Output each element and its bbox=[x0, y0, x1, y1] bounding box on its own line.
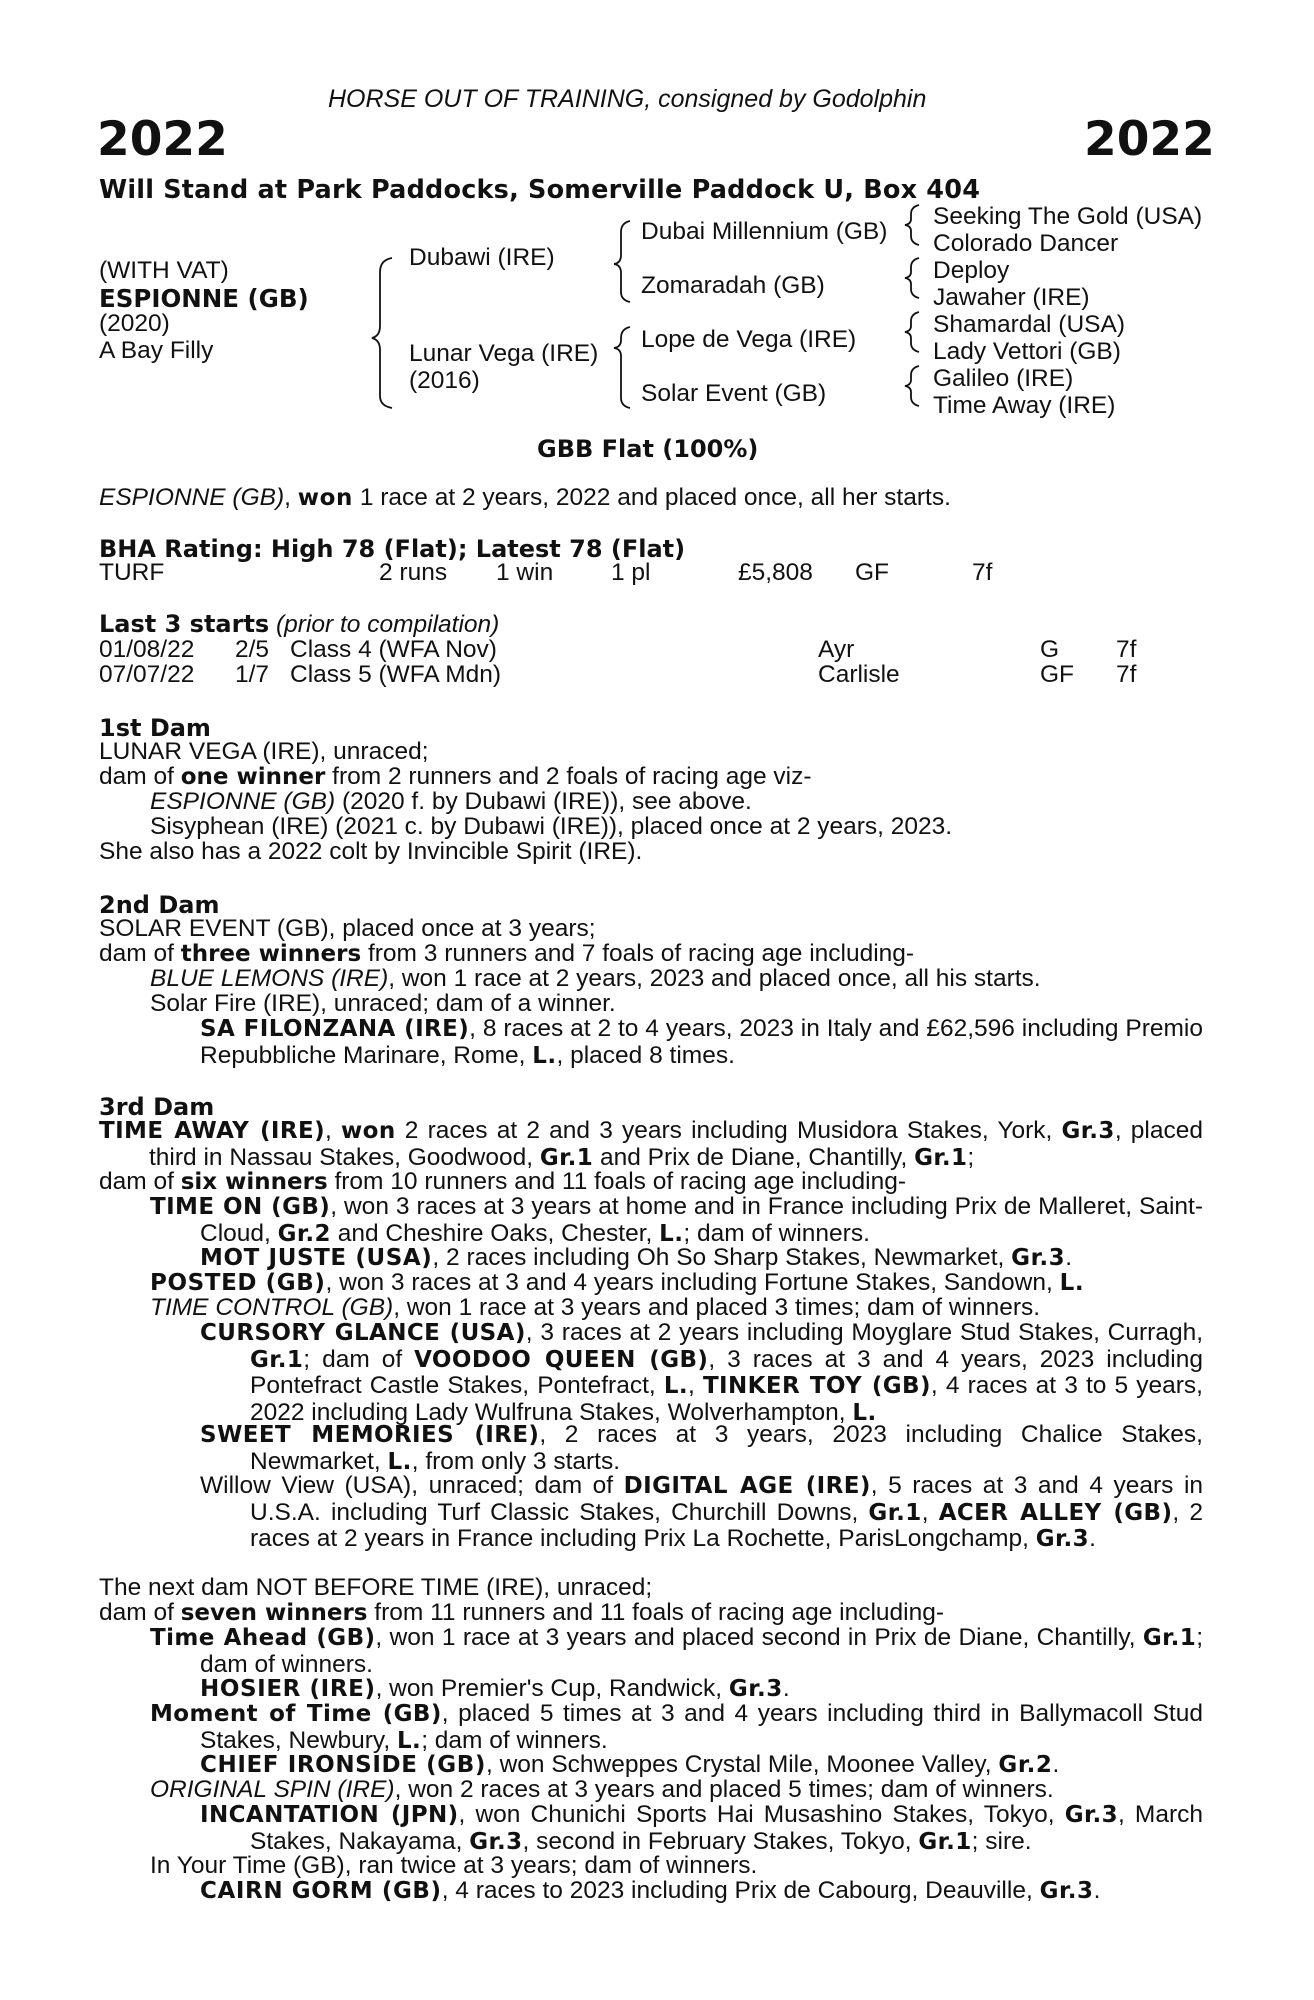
last-starts-heading: Last 3 starts (prior to compilation) bbox=[99, 610, 500, 638]
year-left: 2022 bbox=[97, 112, 228, 167]
rating-earnings: £5,808 bbox=[738, 559, 813, 586]
start-2-going: GF bbox=[1040, 661, 1075, 688]
second-dam-grandproduce: SA FILONZANA (IRE), 8 races at 2 to 4 years, 2023 in Italy and £62,596 including Premio Repubbliche Marinare, Rome, L., placed 8 times. bbox=[200, 1015, 1203, 1069]
third-dam-heading: 3rd Dam bbox=[99, 1093, 215, 1121]
rating-surface: TURF bbox=[99, 559, 165, 586]
start-1-date: 01/08/22 bbox=[99, 636, 195, 663]
first-dam-heading: 1st Dam bbox=[99, 714, 211, 742]
pedigree-gen3-5: Shamardal (USA) bbox=[933, 311, 1125, 338]
second-dam-produce-1: BLUE LEMONS (IRE), won 1 race at 2 years, 2023 and placed once, all his starts. bbox=[150, 965, 1041, 992]
horse-description: A Bay Filly bbox=[99, 337, 214, 364]
start-2-distance: 7f bbox=[1116, 661, 1137, 688]
next-dam-produce-1: Time Ahead (GB), won 1 race at 3 years and placed second in Prix de Diane, Chantilly, Gr.1; dam of winners. bbox=[150, 1624, 1204, 1678]
third-dam-grandproduce-1: MOT JUSTE (USA), 2 races including Oh So Sharp Stakes, Newmarket, Gr.3. bbox=[200, 1244, 1073, 1271]
rating-going: GF bbox=[855, 559, 890, 586]
second-dam-produce-2: Solar Fire (IRE), unraced; dam of a winner. bbox=[150, 990, 616, 1017]
next-dam-line: The next dam NOT BEFORE TIME (IRE), unraced; bbox=[99, 1574, 653, 1601]
consignment-line: HORSE OUT OF TRAINING, consigned by Godolphin bbox=[328, 85, 927, 113]
race-summary: ESPIONNE (GB), won 1 race at 2 years, 2022 and placed once, all her starts. bbox=[99, 484, 951, 511]
start-1-class: Class 4 (WFA Nov) bbox=[290, 636, 497, 663]
second-dam-heading: 2nd Dam bbox=[99, 891, 220, 919]
bha-rating: BHA Rating: High 78 (Flat); Latest 78 (Flat) bbox=[99, 535, 686, 563]
rating-wins: 1 win bbox=[496, 559, 554, 586]
third-dam-grandproduce-2: CURSORY GLANCE (USA), 3 races at 2 years including Moyglare Stud Stakes, Curragh, Gr.1; dam of VOODOO QUEEN (GB), 3 races at 3 and 4 years, 2023 including Pontefract Castle Stakes, Pontefract, L., TINKER TOY (GB), 4 races at 3 to 5 years, 2022 including Lady Wulfruna Stakes, Wolverhampton, L. bbox=[200, 1319, 1204, 1426]
vat-note: (WITH VAT) bbox=[99, 257, 229, 284]
start-1-distance: 7f bbox=[1116, 636, 1137, 663]
pedigree-dam-sire: Lope de Vega (IRE) bbox=[641, 326, 857, 353]
pedigree-sire-sire: Dubai Millennium (GB) bbox=[641, 218, 888, 245]
third-dam-produce-3: TIME CONTROL (GB), won 1 race at 3 years and placed 3 times; dam of winners. bbox=[150, 1294, 1041, 1321]
rating-distance: 7f bbox=[972, 559, 993, 586]
third-dam-record: TIME AWAY (IRE), won 2 races at 2 and 3 years including Musidora Stakes, York, Gr.3, placed third in Nassau Stakes, Goodwood, Gr.1 and Prix de Diane, Chantilly, Gr.1; bbox=[99, 1117, 1204, 1171]
second-dam-produce-summary: dam of three winners from 3 runners and 7 foals of racing age including- bbox=[99, 940, 915, 967]
pedigree-sire-dam: Zomaradah (GB) bbox=[641, 272, 825, 299]
start-1-going: G bbox=[1040, 636, 1060, 663]
first-dam-produce-summary: dam of one winner from 2 runners and 2 foals of racing age viz- bbox=[99, 763, 812, 790]
start-2-class: Class 5 (WFA Mdn) bbox=[290, 661, 502, 688]
third-dam-produce-1: TIME ON (GB), won 3 races at 3 years at home and in France including Prix de Malleret, Saint-Cloud, Gr.2 and Cheshire Oaks, Chester, L.; dam of winners. bbox=[150, 1193, 1203, 1247]
pedigree-gen3-6: Lady Vettori (GB) bbox=[933, 338, 1121, 365]
horse-year: (2020) bbox=[99, 310, 170, 337]
pedigree-dam: Lunar Vega (IRE) bbox=[409, 340, 599, 367]
next-dam-produce-summary: dam of seven winners from 11 runners and 11 foals of racing age including- bbox=[99, 1599, 945, 1626]
rating-runs: 2 runs bbox=[379, 559, 448, 586]
pedigree-sire: Dubawi (IRE) bbox=[409, 244, 555, 271]
first-dam-line: LUNAR VEGA (IRE), unraced; bbox=[99, 738, 429, 765]
third-dam-produce-summary: dam of six winners from 10 runners and 11 foals of racing age including- bbox=[99, 1168, 907, 1195]
third-dam-produce-2: POSTED (GB), won 3 races at 3 and 4 years including Fortune Stakes, Sandown, L. bbox=[150, 1269, 1085, 1296]
first-dam-note: She also has a 2022 colt by Invincible Spirit (IRE). bbox=[99, 838, 643, 865]
third-dam-grandproduce-3: SWEET MEMORIES (IRE), 2 races at 3 years, 2023 including Chalice Stakes, Newmarket, L., from only 3 starts. bbox=[200, 1421, 1203, 1475]
start-2-course: Carlisle bbox=[818, 661, 900, 688]
pedigree-dam-dam: Solar Event (GB) bbox=[641, 380, 827, 407]
next-dam-produce-4: In Your Time (GB), ran twice at 3 years; dam of winners. bbox=[150, 1852, 758, 1879]
next-dam-grandproduce-1: HOSIER (IRE), won Premier's Cup, Randwick, Gr.3. bbox=[200, 1675, 790, 1702]
pedigree-gen3-1: Seeking The Gold (USA) bbox=[933, 203, 1203, 230]
pedigree-gen3-4: Jawaher (IRE) bbox=[933, 284, 1090, 311]
first-dam-produce-2: Sisyphean (IRE) (2021 c. by Dubawi (IRE)), placed once at 2 years, 2023. bbox=[150, 813, 953, 840]
next-dam-grandproduce-3: INCANTATION (JPN), won Chunichi Sports Hai Musashino Stakes, Tokyo, Gr.3, March Stakes, Nakayama, Gr.3, second in February Stakes, Tokyo, Gr.1; sire. bbox=[200, 1801, 1203, 1855]
next-dam-produce-2: Moment of Time (GB), placed 5 times at 3 and 4 years including third in Ballymacoll Stud Stakes, Newbury, L.; dam of winners. bbox=[150, 1700, 1203, 1754]
next-dam-produce-3: ORIGINAL SPIN (IRE), won 2 races at 3 years and placed 5 times; dam of winners. bbox=[150, 1776, 1054, 1803]
second-dam-line: SOLAR EVENT (GB), placed once at 3 years; bbox=[99, 915, 596, 942]
stand-location: Will Stand at Park Paddocks, Somerville Paddock U, Box 404 bbox=[99, 175, 981, 205]
pedigree-gen3-3: Deploy bbox=[933, 257, 1010, 284]
horse-name: ESPIONNE (GB) bbox=[99, 284, 309, 313]
third-dam-grandproduce-4: Willow View (USA), unraced; dam of DIGITAL AGE (IRE), 5 races at 3 and 4 years in U.S.A. including Turf Classic Stakes, Churchill Downs, Gr.1, ACER ALLEY (GB), 2 races at 2 years in France including Prix La Rochette, ParisLongchamp, Gr.3. bbox=[200, 1472, 1204, 1552]
rating-placed: 1 pl bbox=[611, 559, 651, 586]
start-1-course: Ayr bbox=[818, 636, 855, 663]
pedigree-dam-year: (2016) bbox=[409, 367, 480, 394]
pedigree-gen3-7: Galileo (IRE) bbox=[933, 365, 1074, 392]
pedigree-gen3-8: Time Away (IRE) bbox=[933, 392, 1116, 419]
gbb-flat-label: GBB Flat (100%) bbox=[537, 435, 759, 463]
year-right: 2022 bbox=[1084, 112, 1215, 167]
start-2-position: 1/7 bbox=[235, 661, 270, 688]
start-1-position: 2/5 bbox=[235, 636, 270, 663]
start-2-date: 07/07/22 bbox=[99, 661, 195, 688]
next-dam-grandproduce-2: CHIEF IRONSIDE (GB), won Schweppes Crystal Mile, Moonee Valley, Gr.2. bbox=[200, 1751, 1060, 1778]
pedigree-gen3-2: Colorado Dancer bbox=[933, 230, 1119, 257]
first-dam-produce-1: ESPIONNE (GB) (2020 f. by Dubawi (IRE)), see above. bbox=[150, 788, 752, 815]
next-dam-grandproduce-4: CAIRN GORM (GB), 4 races to 2023 including Prix de Cabourg, Deauville, Gr.3. bbox=[200, 1877, 1101, 1904]
